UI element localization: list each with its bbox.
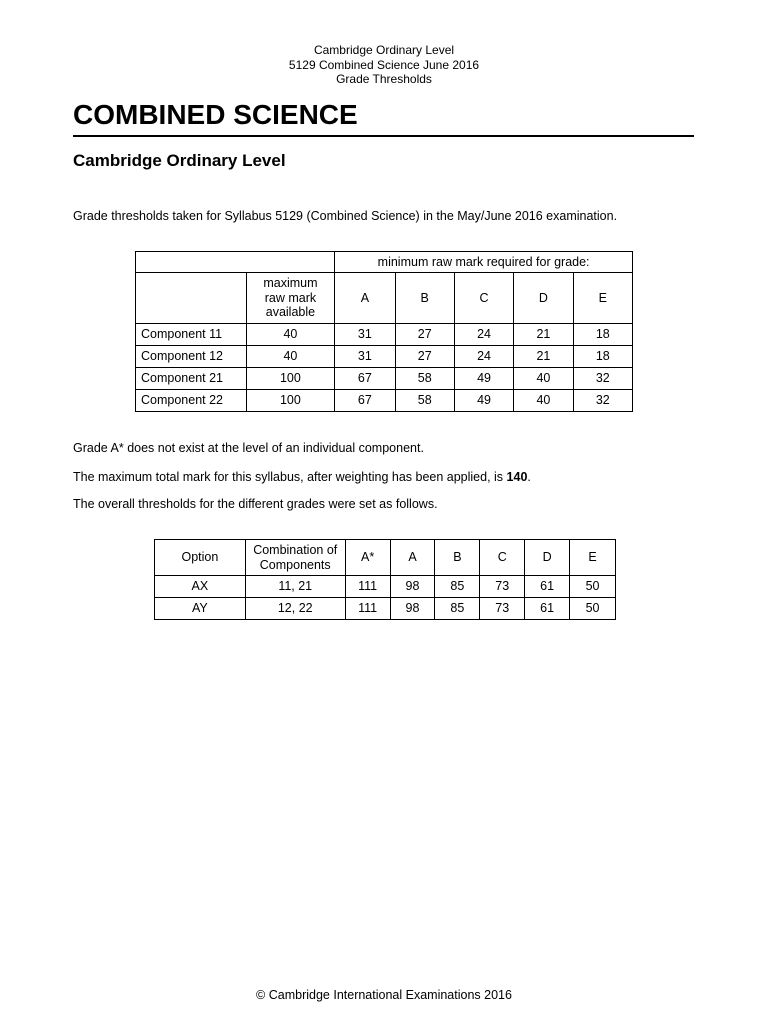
grade-header-c: C bbox=[454, 273, 513, 324]
grade-cell: 32 bbox=[573, 390, 632, 412]
grade-cell: 49 bbox=[454, 390, 513, 412]
table-row bbox=[136, 390, 633, 412]
grade-cell: 18 bbox=[573, 324, 632, 346]
grade-cell: 61 bbox=[525, 598, 570, 620]
grade-cell: 73 bbox=[480, 598, 525, 620]
grade-cell: 61 bbox=[525, 576, 570, 598]
note-max-total-suffix: . bbox=[527, 470, 531, 484]
option-cell: AX bbox=[155, 576, 246, 598]
grade-cell: 18 bbox=[573, 346, 632, 368]
max-mark-header: maximum raw mark available bbox=[246, 273, 335, 324]
grade-cell: 24 bbox=[454, 324, 513, 346]
grade-cell: 32 bbox=[573, 368, 632, 390]
table-row bbox=[136, 324, 633, 346]
title-divider bbox=[73, 135, 694, 137]
component-name: Component 12 bbox=[136, 346, 247, 368]
grade-header-c: C bbox=[480, 540, 525, 576]
page-subtitle: Cambridge Ordinary Level bbox=[73, 151, 286, 170]
grade-cell: 31 bbox=[335, 346, 395, 368]
combination-header: Combination of Components bbox=[245, 540, 345, 576]
max-mark-cell: 100 bbox=[246, 368, 335, 390]
grade-cell: 58 bbox=[395, 368, 454, 390]
page-title: COMBINED SCIENCE bbox=[73, 99, 358, 130]
grade-header-e: E bbox=[570, 540, 616, 576]
grade-cell: 111 bbox=[345, 576, 390, 598]
page-header bbox=[0, 43, 768, 87]
max-mark-cell: 40 bbox=[246, 324, 335, 346]
header-line-3: Grade Thresholds bbox=[336, 72, 432, 86]
component-threshold-table bbox=[135, 251, 633, 412]
table-row bbox=[155, 540, 616, 576]
grade-cell: 40 bbox=[514, 368, 573, 390]
grade-header-b: B bbox=[395, 273, 454, 324]
table-row bbox=[136, 368, 633, 390]
grade-header-a: A bbox=[335, 273, 395, 324]
grade-cell: 31 bbox=[335, 324, 395, 346]
grade-cell: 67 bbox=[335, 390, 395, 412]
grade-header-a-star: A* bbox=[345, 540, 390, 576]
component-name: Component 22 bbox=[136, 390, 247, 412]
header-line-1: Cambridge Ordinary Level bbox=[313, 43, 455, 57]
grade-cell: 27 bbox=[395, 324, 454, 346]
grade-cell: 21 bbox=[514, 346, 573, 368]
grade-cell: 50 bbox=[570, 598, 616, 620]
blank-cell bbox=[136, 273, 247, 324]
page-footer: © Cambridge International Examinations 2016 bbox=[256, 988, 512, 1002]
grade-cell: 73 bbox=[480, 576, 525, 598]
table-row bbox=[155, 598, 616, 620]
header-line-2: 5129 Combined Science June 2016 bbox=[288, 57, 480, 72]
option-cell: AY bbox=[155, 598, 246, 620]
note-max-total-prefix: The maximum total mark for this syllabus, after weighting has been applied, is bbox=[73, 470, 507, 484]
combination-cell: 11, 21 bbox=[245, 576, 345, 598]
grade-cell: 40 bbox=[514, 390, 573, 412]
table-row bbox=[136, 252, 633, 273]
grade-cell: 50 bbox=[570, 576, 616, 598]
table-row bbox=[136, 346, 633, 368]
component-name: Component 11 bbox=[136, 324, 247, 346]
grade-cell: 27 bbox=[395, 346, 454, 368]
grade-cell: 98 bbox=[390, 598, 435, 620]
grade-cell: 85 bbox=[435, 598, 480, 620]
grade-cell: 67 bbox=[335, 368, 395, 390]
intro-text: Grade thresholds taken for Syllabus 5129 (Combined Science) in the May/June 2016 examination. bbox=[73, 209, 618, 223]
combination-cell: 12, 22 bbox=[245, 598, 345, 620]
table-row bbox=[155, 576, 616, 598]
note-grade-a-star: Grade A* does not exist at the level of an individual component. bbox=[73, 441, 424, 455]
blank-cell bbox=[136, 252, 335, 273]
grade-header-d: D bbox=[525, 540, 570, 576]
grade-cell: 85 bbox=[435, 576, 480, 598]
note-max-total-value: 140 bbox=[506, 470, 528, 484]
grade-cell: 111 bbox=[345, 598, 390, 620]
grade-header-e: E bbox=[573, 273, 632, 324]
table-row bbox=[136, 273, 633, 324]
max-mark-cell: 40 bbox=[246, 346, 335, 368]
note-overall-thresholds: The overall thresholds for the different grades were set as follows. bbox=[73, 497, 438, 511]
overall-threshold-table bbox=[154, 539, 616, 620]
grade-header-a: A bbox=[390, 540, 435, 576]
grade-cell: 49 bbox=[454, 368, 513, 390]
grade-header-d: D bbox=[514, 273, 573, 324]
group-header-cell: minimum raw mark required for grade: bbox=[335, 252, 633, 273]
option-header: Option bbox=[155, 540, 246, 576]
note-max-total bbox=[73, 469, 531, 485]
component-name: Component 21 bbox=[136, 368, 247, 390]
grade-cell: 21 bbox=[514, 324, 573, 346]
max-mark-cell: 100 bbox=[246, 390, 335, 412]
grade-cell: 24 bbox=[454, 346, 513, 368]
grade-cell: 98 bbox=[390, 576, 435, 598]
grade-cell: 58 bbox=[395, 390, 454, 412]
grade-header-b: B bbox=[435, 540, 480, 576]
